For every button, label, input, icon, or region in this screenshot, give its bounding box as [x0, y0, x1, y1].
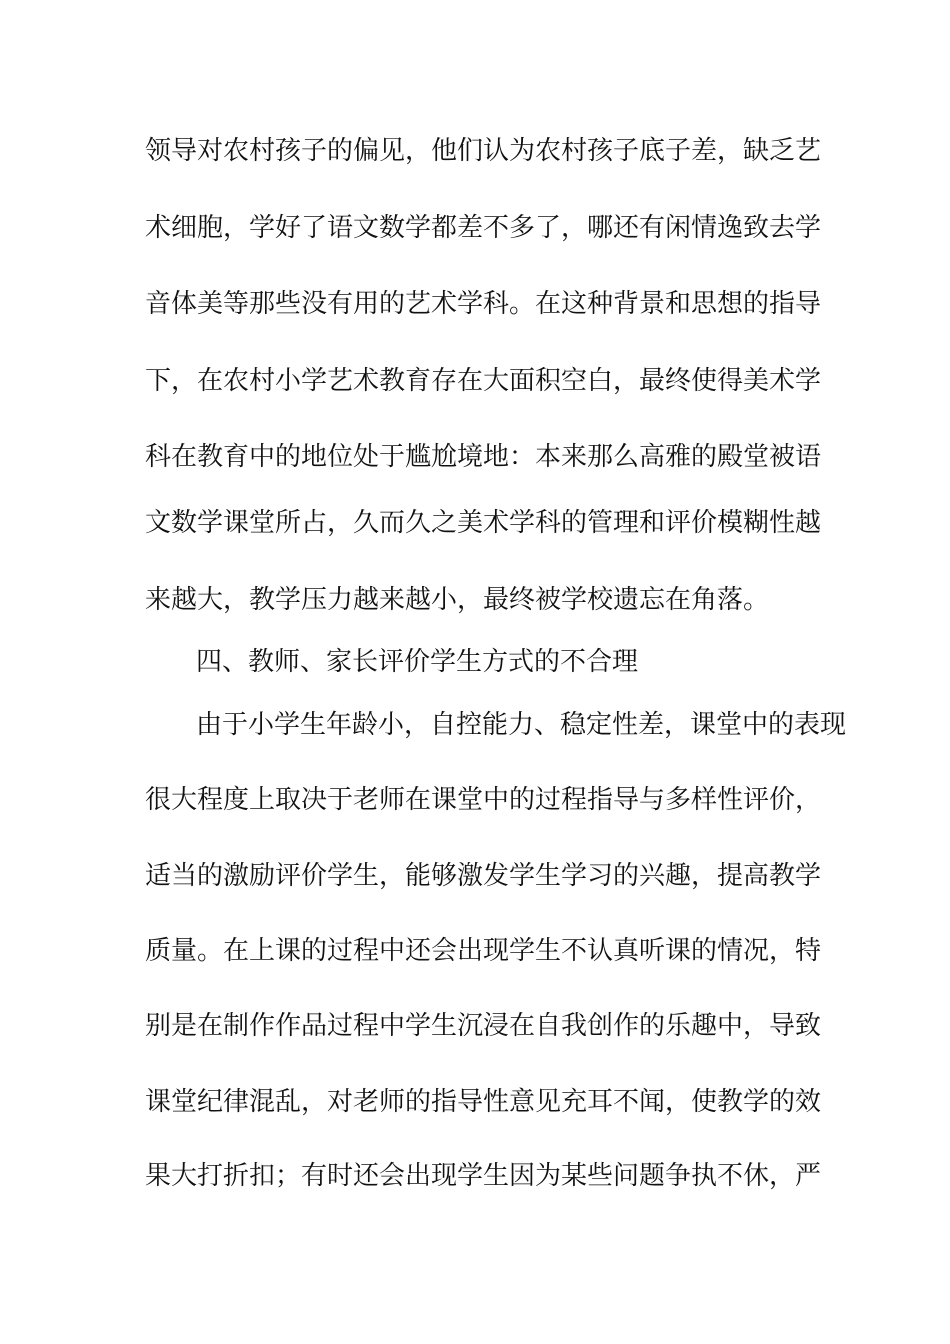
paragraph-line: 来越大，教学压力越来越小，最终被学校遗忘在角落。 [145, 585, 770, 615]
section-heading: 四、教师、家长评价学生方式的不合理 [196, 647, 639, 677]
paragraph-line: 下，在农村小学艺术教育存在大面积空白，最终使得美术学 [145, 366, 822, 396]
paragraph-line: 领导对农村孩子的偏见，他们认为农村孩子底子差，缺乏艺 [145, 136, 822, 166]
paragraph-line: 音体美等那些没有用的艺术学科。在这种背景和思想的指导 [145, 289, 822, 319]
paragraph-line: 很大程度上取决于老师在课堂中的过程指导与多样性评价， [145, 785, 822, 815]
paragraph-line: 文数学课堂所占，久而久之美术学科的管理和评价模糊性越 [145, 508, 822, 538]
paragraph-line: 果大打折扣；有时还会出现学生因为某些问题争执不休，严 [145, 1161, 822, 1191]
paragraph-line: 质量。在上课的过程中还会出现学生不认真听课的情况，特 [145, 936, 822, 966]
paragraph-line: 术细胞，学好了语文数学都差不多了，哪还有闲情逸致去学 [145, 213, 822, 243]
paragraph-line: 由于小学生年龄小，自控能力、稳定性差，课堂中的表现 [196, 710, 847, 740]
paragraph-line: 别是在制作作品过程中学生沉浸在自我创作的乐趣中，导致 [145, 1011, 822, 1041]
paragraph-line: 科在教育中的地位处于尴尬境地：本来那么高雅的殿堂被语 [145, 442, 822, 472]
paragraph-line: 课堂纪律混乱，对老师的指导性意见充耳不闻，使教学的效 [145, 1087, 822, 1117]
paragraph-line: 适当的激励评价学生，能够激发学生学习的兴趣，提高教学 [145, 861, 822, 891]
